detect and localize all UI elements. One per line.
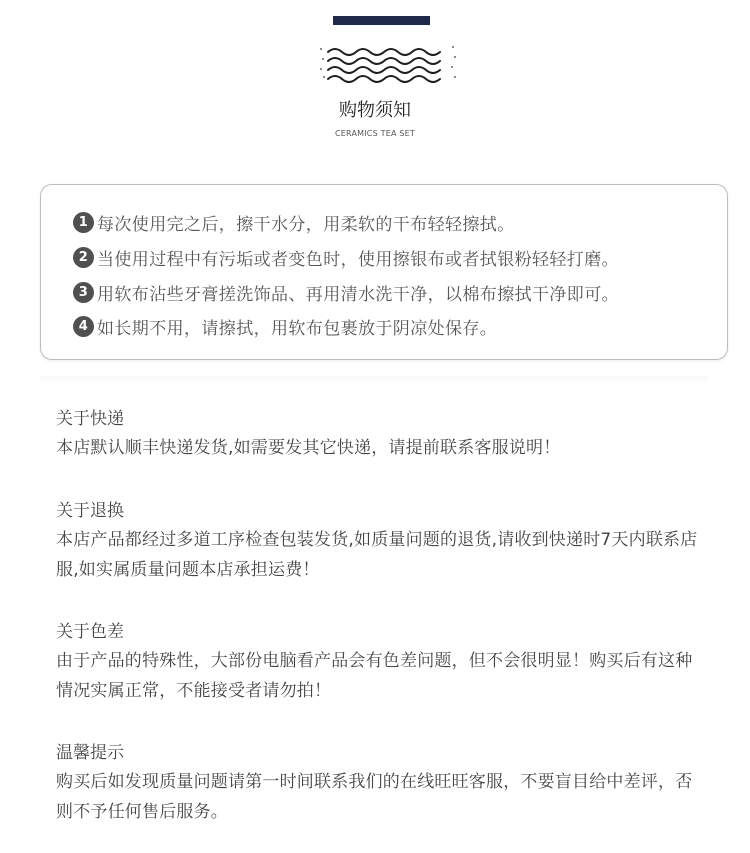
care-item-text: 如长期不用，请擦拭，用软布包裹放于阴凉处保存。 <box>97 318 498 339</box>
section-body: 购买后如发现质量问题请第一时间联系我们的在线旺旺客服，不要盲目给中差评，否则不予任何售后服务。 <box>56 772 693 822</box>
section-body: 本店默认顺丰快递发货,如需要发其它快递，请提前联系客服说明！ <box>56 438 561 458</box>
page-title: 购物须知 <box>339 100 411 121</box>
number-badge: 3 <box>73 282 94 303</box>
section-title: 关于快递 <box>56 409 124 429</box>
color-difference-section <box>56 618 706 706</box>
tips-section <box>56 739 706 827</box>
care-item <box>73 312 497 340</box>
section-body: 本店产品都经过多道工序检查包装发货,如质量问题的退货,请收到快递时7天内联系店服,如实属质量问题本店承担运费！ <box>56 530 698 580</box>
care-item-text: 每次使用完之后，擦干水分，用柔软的干布轻轻擦拭。 <box>97 214 515 235</box>
section-title: 关于色差 <box>56 622 124 642</box>
care-item-text: 当使用过程中有污垢或者变色时，使用擦银布或者拭银粉轻轻打磨。 <box>97 249 619 270</box>
number-badge: 4 <box>73 316 94 337</box>
care-item <box>73 278 619 306</box>
returns-section <box>56 497 706 585</box>
section-title: 关于退换 <box>56 501 124 521</box>
section-divider <box>40 376 708 384</box>
number-badge: 2 <box>73 247 94 268</box>
care-instructions-box <box>40 184 728 360</box>
number-badge: 1 <box>73 212 94 233</box>
waves-icon <box>318 42 458 88</box>
page-subtitle: CERAMICS TEA SET <box>335 129 415 138</box>
top-accent-bar <box>333 16 430 25</box>
care-item <box>73 243 619 271</box>
shipping-section <box>56 405 706 463</box>
care-item-text: 用软布沾些牙膏搓洗饰品、再用清水洗干净，以棉布擦拭干净即可。 <box>97 284 619 305</box>
care-item <box>73 208 515 236</box>
section-title: 温馨提示 <box>56 743 124 763</box>
section-body: 由于产品的特殊性，大部份电脑看产品会有色差问题，但不会很明显！购买后有这种情况实属正常，不能接受者请勿拍！ <box>56 651 693 701</box>
